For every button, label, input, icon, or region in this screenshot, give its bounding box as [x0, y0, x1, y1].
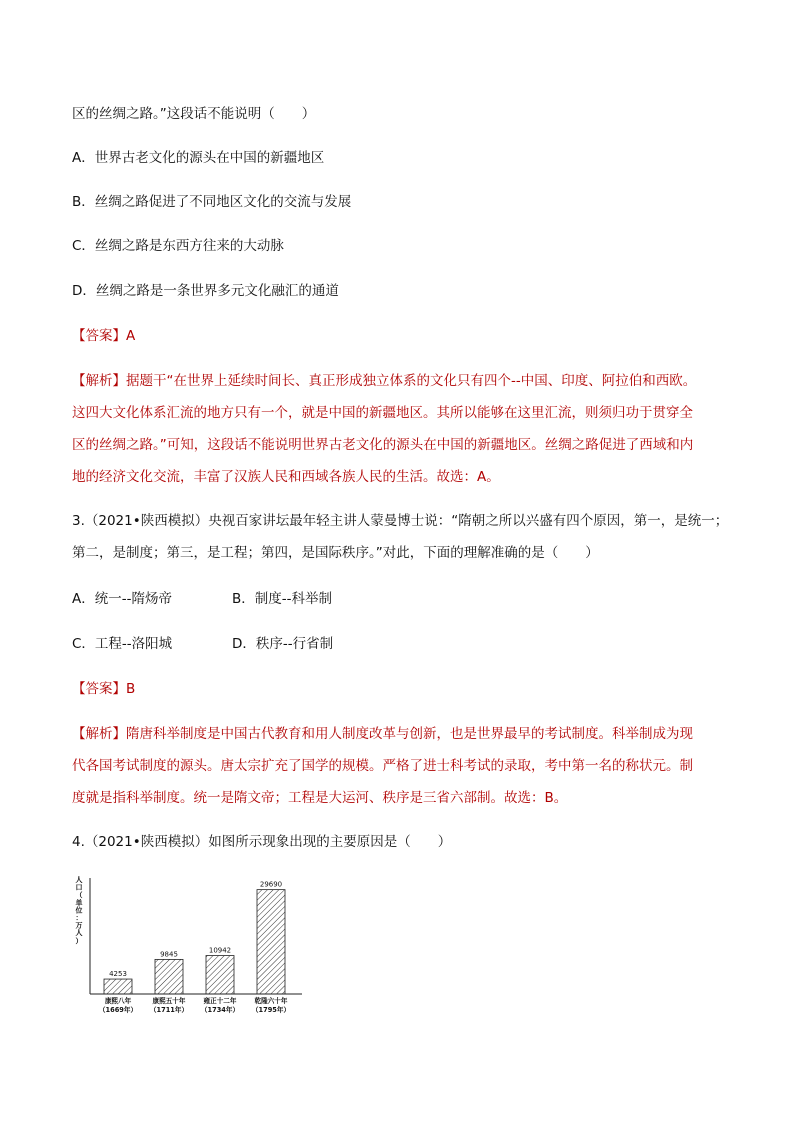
q4-stem: 4.（2021•陕西模拟）如图所示现象出现的主要原因是（ ）	[72, 834, 452, 850]
data-label: 4253	[109, 970, 127, 979]
x-tick-year: （1711年）	[149, 1006, 189, 1014]
q3-options-row-1	[72, 589, 332, 609]
q2-option-d: D．丝绸之路是一条世界多元文化融汇的通道	[72, 283, 339, 299]
q2-explanation-line-3: 区的丝绸之路。”可知，这段话不能说明世界古老文化的源头在中国的新疆地区。丝绸之路促进了西域和内	[72, 437, 694, 453]
x-tick-label: 雍正十二年	[203, 997, 237, 1005]
q3-explanation-line-3: 度就是指科举制度。统一是隋文帝；工程是大运河、秩序是三省六部制。故选：B。	[72, 790, 568, 806]
x-tick-label: 康熙五十年	[152, 997, 186, 1005]
q2-explanation-line-1	[72, 371, 696, 391]
data-label: 9845	[160, 950, 178, 959]
answer-label: 【答案】	[72, 681, 126, 697]
bar	[257, 890, 285, 994]
q3-option-a: A．统一--隋炀帝	[72, 591, 172, 607]
population-bar-chart	[72, 870, 332, 1020]
answer-value: B	[126, 681, 136, 697]
q2-stem-tail: 区的丝绸之路。”这段话不能说明（ ）	[72, 106, 316, 122]
x-tick-label: 康熙八年	[104, 997, 132, 1005]
bar	[155, 959, 183, 994]
x-tick-year: （1669年）	[98, 1006, 138, 1014]
explanation-text: 隋唐科举制度是中国古代教育和用人制度改革与创新，也是世界最早的考试制度。科举制成为现	[126, 726, 693, 742]
x-tick-year: （1795年）	[251, 1006, 291, 1014]
q2-option-a: A．世界古老文化的源头在中国的新疆地区	[72, 150, 325, 166]
q2-explanation-line-4: 地的经济文化交流，丰富了汉族人民和西域各族人民的生活。故选：A。	[72, 469, 500, 485]
data-label: 29690	[259, 880, 283, 889]
q3-option-d: D．秩序--行省制	[232, 636, 334, 652]
q2-option-b: B．丝绸之路促进了不同地区文化的交流与发展	[72, 194, 352, 210]
explanation-label: 【解析】	[72, 726, 126, 742]
y-axis-label: 人口（单位：万人）	[75, 876, 83, 945]
q2-explanation-line-2: 这四大文化体系汇流的地方只有一个，就是中国的新疆地区。其所以能够在这里汇流，则须归功于贯穿全	[72, 405, 693, 421]
x-tick-label: 乾隆六十年	[254, 997, 288, 1005]
bar	[206, 956, 234, 994]
q3-stem-line-2: 第二，是制度；第三，是工程；第四，是国际秩序。”对此，下面的理解准确的是（ ）	[72, 545, 599, 561]
q3-stem-line-1: 3.（2021•陕西模拟）央视百家讲坛最年轻主讲人蒙曼博士说：“隋朝之所以兴盛有四个原因，第一，是统一；	[72, 513, 729, 529]
explanation-label: 【解析】	[72, 373, 126, 389]
data-label: 10942	[208, 946, 232, 955]
bar	[104, 979, 132, 994]
answer-value: A	[126, 328, 136, 344]
explanation-text: 据题干“在世界上延续时间长、真正形成独立体系的文化只有四个--中国、印度、阿拉伯和西欧。	[126, 373, 697, 389]
q3-answer	[72, 679, 135, 699]
q2-answer	[72, 326, 135, 346]
q3-explanation-line-2: 代各国考试制度的源头。唐太宗扩充了国学的规模。严格了进士科考试的录取，考中第一名的称状元。制	[72, 758, 693, 774]
answer-label: 【答案】	[72, 328, 126, 344]
q2-option-c: C．丝绸之路是东西方往来的大动脉	[72, 238, 284, 254]
q3-option-c: C．工程--洛阳城	[72, 636, 173, 652]
q3-option-b: B．制度--科举制	[232, 591, 333, 607]
q3-explanation-line-1	[72, 724, 693, 744]
x-tick-year: （1734年）	[200, 1006, 240, 1014]
q3-options-row-2	[72, 634, 333, 654]
